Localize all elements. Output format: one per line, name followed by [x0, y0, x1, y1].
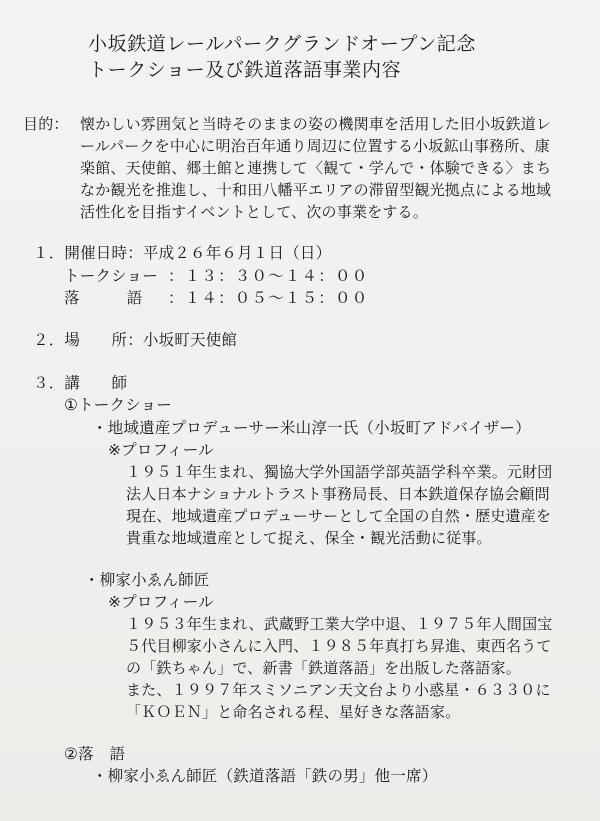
section-1-heading: １．開催日時：平成２６年６月１日（日） — [33, 244, 332, 262]
profile-label-koen: ※プロフィール — [108, 593, 214, 611]
profile-koen-line-1: １９５３年生まれ、武蔵野工業大学中退、１９７５年人間国宝 — [126, 615, 553, 633]
document-title-line-2: トークショー及び鉄道落語事業内容 — [88, 59, 402, 81]
profile-koen-line-5: 「ＫＯＥＮ」と命名される程、星好きな落語家。 — [126, 703, 461, 721]
talkshow-label: トークショー — [64, 267, 158, 285]
profile-yoneyama-line-4: 貴重な地域遺産として捉え、保全・観光活動に従事。 — [126, 529, 492, 547]
profile-yoneyama-line-2: 法人日本ナショナルトラスト事務局長、日本鉄道保存協会顧問 — [126, 485, 550, 503]
profile-koen-line-2: ５代目柳家小さんに入門、１９８５年真打ち昇進、東西名うて — [126, 637, 552, 655]
document-title-line-1: 小坂鉄道レールパークグランドオープン記念 — [88, 33, 477, 55]
speaker-koen: ・柳家小ゑん師匠 — [84, 571, 210, 589]
rakugo-time: ：１４：０５～１５：００ — [168, 289, 369, 307]
rakugo-label: 落 語 — [64, 289, 143, 307]
purpose-line-4: なか観光を推進し、十和田八幡平エリアの滞留型観光拠点による地域 — [80, 181, 552, 199]
purpose-line-1: 懐かしい雰囲気と当時そのままの姿の機関車を活用した旧小坂鉄道レ — [80, 115, 552, 133]
purpose-line-5: 活性化を目指すイベントとして、次の事業をする。 — [80, 203, 428, 221]
speaker-koen-rakugo: ・柳家小ゑん師匠（鉄道落語「鉄の男」他一席） — [92, 767, 438, 785]
profile-yoneyama-line-3: 現在、地域遺産プロデューサーとして全国の自然・歴史遺産を — [126, 507, 552, 525]
profile-koen-line-4: また、１９９７年スミソニアン天文台より小惑星・６３３０に — [126, 681, 551, 699]
section-2-heading: ２．場 所：小坂町天使館 — [33, 331, 238, 349]
subsection-rakugo: ②落 語 — [64, 745, 126, 763]
section-3-heading: ３．講 師 — [33, 374, 128, 392]
profile-yoneyama-line-1: １９５１年生まれ、獨協大学外国語学部英語学科卒業。元財団 — [126, 463, 553, 481]
subsection-talkshow: ①トークショー — [64, 396, 172, 414]
talkshow-time: ：１３：３０～１４：００ — [168, 267, 369, 285]
purpose-line-2: ールパークを中心に明治百年通り周辺に位置する小坂鉱山事務所、康 — [80, 137, 550, 155]
purpose-line-3: 楽館、天使館、郷土館と連携して〈観て・学んで・体験できる〉まち — [80, 159, 552, 177]
profile-label-yoneyama: ※プロフィール — [108, 441, 214, 459]
purpose-label: 目的： — [23, 115, 69, 133]
profile-koen-line-3: の「鉄ちゃん」で、新書「鉄道落語」を出版した落語家。 — [126, 659, 521, 677]
speaker-yoneyama: ・地域遺産プロデューサー米山淳一氏（小坂町アドバイザー） — [92, 419, 531, 437]
